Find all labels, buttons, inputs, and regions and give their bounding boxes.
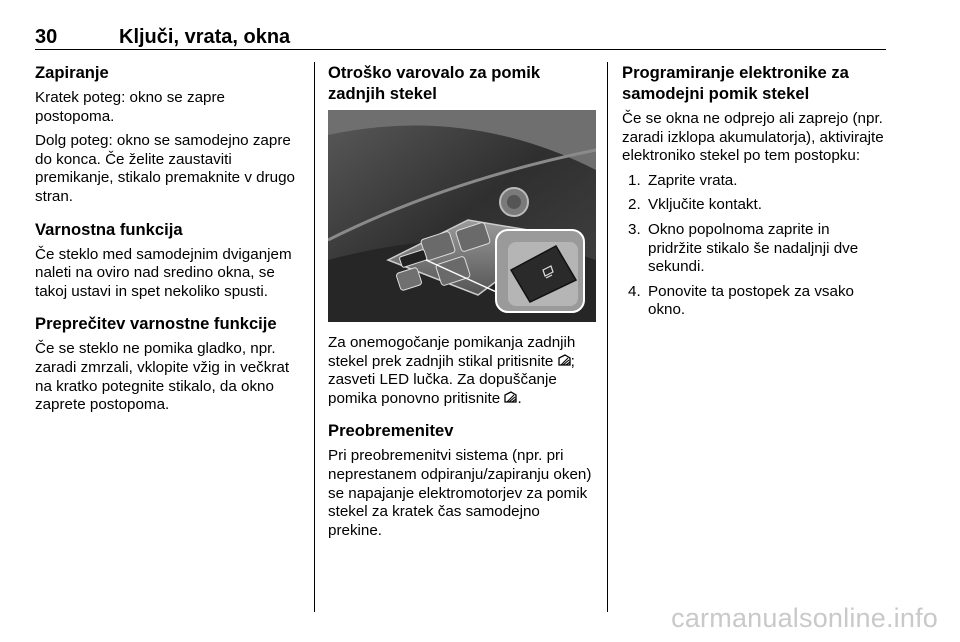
column-2 [328, 62, 596, 546]
paragraph: Pri preobremenitvi sistema (npr. pri neprestanem odpiranju/zapiranju oken) se napajanje elektromotorjev za pomik stekel za kratek čas samodejno prekine. [328, 447, 592, 539]
list-item: 3. Okno popolnoma zaprite in pridržite stikalo še nadaljnji dve sekundi. [628, 220, 859, 276]
section-heading-programiranje: Programiranje elektronike za samodejni pomik stekel [622, 63, 849, 103]
section-heading-preobremenitev: Preobremenitev [328, 421, 454, 441]
section-heading-preprecitev: Preprečitev varnostne funkcije [35, 314, 277, 334]
section-heading-otrosko-varovalo: Otroško varovalo za pomik zadnjih stekel [328, 63, 541, 103]
section-heading-zapiranje: Zapiranje [35, 63, 109, 82]
column-3 [622, 62, 886, 326]
paragraph: Kratek poteg: okno se zapre postopoma. [35, 89, 225, 125]
paragraph: Če se okna ne odprejo ali zaprejo (npr. zaradi izklopa akumulatorja), aktivirajte elektroniko stekel po tem postopku: [622, 110, 884, 165]
column-1 [35, 62, 303, 421]
list-item: 4. Ponovite ta postopek za vsako okno. [628, 282, 855, 319]
page-number: 30 [35, 26, 58, 48]
section-heading-varnostna-funkcija: Varnostna funkcija [35, 219, 183, 239]
steps-list [622, 172, 886, 320]
door-panel-image [328, 110, 596, 322]
paragraph: Če steklo med samodejnim dviganjem naleti na oviro nad sredino okna, se takoj ustavi in spet nekoliko spusti. [35, 245, 292, 300]
paragraph-child-lock: Za onemogočanje pomikanja zadnjih stekel prek zadnjih stikal pritisnite ; zasveti LED lučka. Za dopuščanje pomika ponovno pritisnite . [328, 334, 576, 407]
watermark: carmanualsonline.info [671, 603, 938, 633]
chapter-title: Ključi, vrata, okna [119, 26, 291, 48]
column-divider-1 [314, 62, 315, 612]
list-item: 1. Zaprite vrata. [628, 171, 738, 189]
paragraph: Dolg poteg: okno se samodejno zapre do konca. Če želite zaustaviti premikanje, stikalo premaknite v drugo stran. [35, 132, 295, 205]
child-lock-window-icon [558, 354, 571, 367]
door-switch-illustration [328, 110, 596, 322]
page-header [35, 26, 886, 48]
list-item: 2. Vključite kontakt. [628, 196, 762, 214]
column-divider-2 [607, 62, 608, 612]
child-lock-window-icon [504, 391, 517, 404]
header-rule [35, 49, 886, 50]
paragraph: Če se steklo ne pomika gladko, npr. zaradi zmrzali, vklopite vžig in večkrat na kratko potegnite stikalo, da okno zaprete postopoma. [35, 340, 290, 414]
